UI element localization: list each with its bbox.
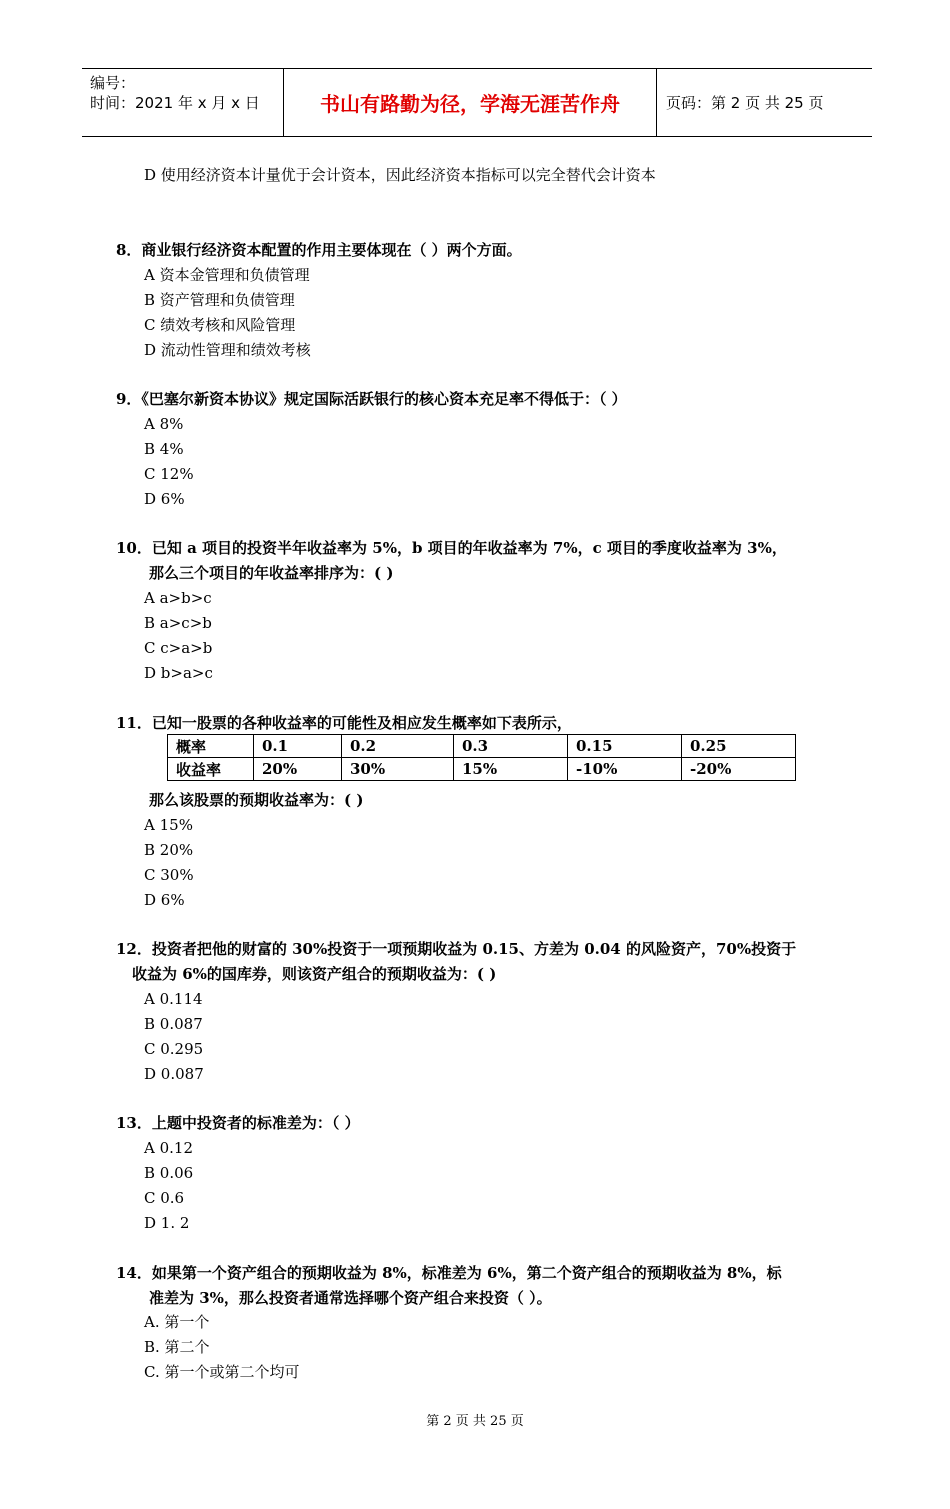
question-13-option-d: D 1. 2 (144, 1214, 190, 1232)
probability-table (167, 734, 796, 781)
table-cell: 收益率 (168, 758, 254, 781)
question-9-option-b: B 4% (144, 440, 184, 458)
question-9-text: 9．《巴塞尔新资本协议》规定国际活跃银行的核心资本充足率不得低于：（ ） (116, 390, 627, 408)
serial-label: 编号： (90, 74, 136, 92)
question-12-option-c: C 0.295 (144, 1040, 204, 1058)
question-10-option-a: A a>b>c (144, 589, 212, 607)
question-13-option-a: A 0.12 (144, 1139, 193, 1157)
question-14-text-line1: 14．如果第一个资产组合的预期收益为 8%，标准差为 6%，第二个资产组合的预期收益为 8%，标 (116, 1264, 782, 1282)
header-meta (82, 69, 284, 136)
question-12-text-line1: 12．投资者把他的财富的 30%投资于一项预期收益为 0.15、方差为 0.04 的风险资产，70%投资于 (116, 940, 797, 958)
question-14-option-c: C. 第一个或第二个均可 (144, 1363, 300, 1381)
table-cell: 0.1 (254, 735, 342, 758)
table-cell: 30% (342, 758, 454, 781)
time-label: 时间：2021 年 x 月 x 日 (90, 94, 260, 112)
table-cell: 0.3 (454, 735, 568, 758)
probability-row (168, 735, 796, 758)
question-8-option-b: B 资产管理和负债管理 (144, 291, 295, 309)
question-14-text-line2: 准差为 3%，那么投资者通常选择哪个资产组合来投资（ ）。 (149, 1289, 552, 1307)
page-header (82, 68, 872, 137)
question-11-option-d: D 6% (144, 891, 185, 909)
header-page-label: 页码：第 2 页 共 25 页 (666, 94, 824, 112)
table-cell: 概率 (168, 735, 254, 758)
table-cell: 0.25 (682, 735, 796, 758)
question-13-option-b: B 0.06 (144, 1164, 194, 1182)
question-8-option-a: A 资本金管理和负债管理 (144, 266, 310, 284)
question-13-text: 13．上题中投资者的标准差为：（ ） (116, 1114, 360, 1132)
table-cell: 0.15 (568, 735, 682, 758)
question-10-option-c: C c>a>b (144, 639, 213, 657)
question-9-option-a: A 8% (144, 415, 184, 433)
table-cell: 20% (254, 758, 342, 781)
question-8-option-d: D 流动性管理和绩效考核 (144, 341, 311, 359)
question-12-text-line2: 收益为 6%的国库券，则该资产组合的预期收益为：( ) (132, 965, 497, 983)
question-11-text-line1: 11．已知一股票的各种收益率的可能性及相应发生概率如下表所示， (116, 714, 572, 732)
question-11-text-line2: 那么该股票的预期收益率为：( ) (149, 791, 364, 809)
table-cell: 0.2 (342, 735, 454, 758)
question-8-text: 8．商业银行经济资本配置的作用主要体现在（ ）两个方面。 (116, 241, 522, 259)
question-13-option-c: C 0.6 (144, 1189, 185, 1207)
question-11-option-a: A 15% (144, 816, 193, 834)
question-10-option-b: B a>c>b (144, 614, 212, 632)
question-12-option-d: D 0.087 (144, 1065, 204, 1083)
prev-question-option-d: D 使用经济资本计量优于会计资本，因此经济资本指标可以完全替代会计资本 (144, 166, 656, 184)
page-footer: 第 2 页 共 25 页 (426, 1414, 524, 1429)
question-14-option-b: B. 第二个 (144, 1338, 210, 1356)
question-9-option-d: D 6% (144, 490, 185, 508)
question-11-option-b: B 20% (144, 841, 194, 859)
header-motto: 书山有路勤为径，学海无涯苦作舟 (284, 69, 657, 136)
return-rate-row (168, 758, 796, 781)
question-8-option-c: C 绩效考核和风险管理 (144, 316, 296, 334)
question-10-text-line1: 10．已知 a 项目的投资半年收益率为 5%，b 项目的年收益率为 7%，c 项目的季度收益率为 3%， (116, 539, 787, 557)
table-cell: 15% (454, 758, 568, 781)
table-cell: -10% (568, 758, 682, 781)
question-11-option-c: C 30% (144, 866, 194, 884)
question-12-option-b: B 0.087 (144, 1015, 203, 1033)
table-cell: -20% (682, 758, 796, 781)
question-10-option-d: D b>a>c (144, 664, 213, 682)
question-9-option-c: C 12% (144, 465, 194, 483)
question-10-text-line2: 那么三个项目的年收益率排序为：( ) (149, 564, 394, 582)
question-14-option-a: A. 第一个 (144, 1313, 210, 1331)
question-12-option-a: A 0.114 (144, 990, 203, 1008)
